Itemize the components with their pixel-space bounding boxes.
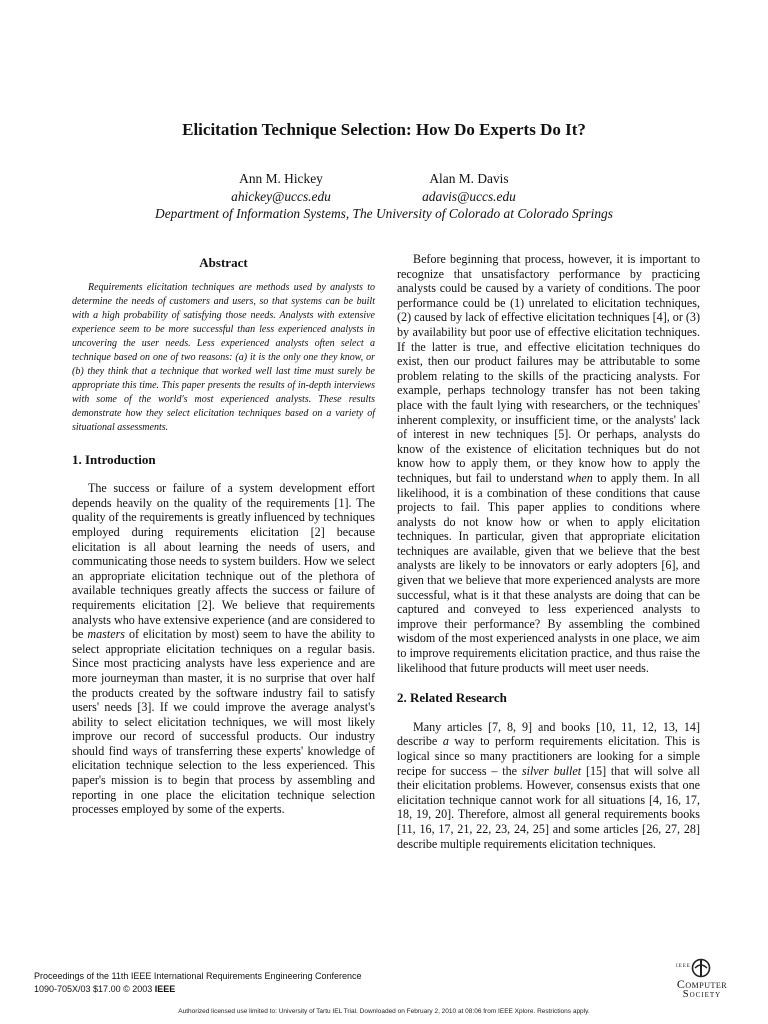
abstract-heading: Abstract xyxy=(199,255,248,270)
section-2-heading: 2. Related Research xyxy=(397,690,507,706)
intro-text-emphasis: masters xyxy=(87,627,126,642)
right-p1-text-b: to apply them. In all likelihood, it is a combination of these conditions that cause projects to fail. This paper applies to conditions where analysts do not know how or when to apply elicitation techniques. In particular, given that appropriate elicitation techniques are available, given that we believe that the best analysts are likely to be innovators or early adopters [6], and given that we believe that more experienced analysts are more successful, what is it that these analysts are doing that can be captured and conveyed to less experienced analysts to improve their performance? By assembling the combined wisdom of the most experienced analysts in one place, we aim to improve requirements elicitation practice, and thus raise the likelihood that future products will meet user needs. xyxy=(397,470,700,675)
computer-society-logo xyxy=(660,958,744,1002)
intro-text-b: of elicitation by most) seem to have the ability to select appropriate elicitation techniques on a regular basis. Since most practicing analysts have less experience and are more journeyman than master, it is no surprise that over half the products created by the software industry fail to satisfy users' needs [3]. If we could improve the average analyst's ability to select elicitation techniques, we will most likely improve our record of successful products. Our industry should find ways of transferring these experts' knowledge of elicitation technique selection to the less experienced. This paper's mission is to begin that process by assembling and reporting in one place the elicitation technique selection processes employed by some of the experts. xyxy=(72,627,375,817)
right-paragraph-1 xyxy=(397,252,700,675)
rr-text-a: Many articles [7, 8, 9] and books [10, 11, 12, 13, 14] describe xyxy=(397,719,700,749)
rr-emphasis-a: a xyxy=(442,734,449,749)
right-p1-emphasis: when xyxy=(567,470,593,485)
license-notice: Authorized licensed use limited to: University of Tartu IEL Trial. Downloaded on February 2, 2010 at 08:06 from IEEE Xplore. Restrictions apply. xyxy=(178,1008,590,1015)
author-2 xyxy=(359,170,579,206)
rr-text-b: way to perform requirements elicitation. This is logical since so many practitioners are looking for a simple recipe for success – the xyxy=(397,734,700,778)
left-column xyxy=(72,252,375,817)
copyright-line xyxy=(34,983,362,996)
rr-emphasis-silver-bullet: silver bullet xyxy=(521,763,582,778)
affiliation: Department of Information Systems, The University of Colorado at Colorado Springs xyxy=(155,206,613,221)
author-2-name: Alan M. Davis xyxy=(429,171,509,186)
intro-text-a: The success or failure of a system development effort depends heavily on the quality of the requirements [1]. The quality of the requirements is greatly influenced by techniques employed during requirements elicitation [2] because elicitation is all about learning the needs of users, and communicating those needs to system builders. How we select an appropriate elicitation technique out of the plethora of available techniques greatly affects the success or failure of requirements elicitation [2]. We believe that requirements analysts who have extensive experience (and are considered to be xyxy=(72,481,375,642)
logo-ieee-text: IEEE xyxy=(676,964,691,969)
related-research-paragraph xyxy=(397,720,700,851)
author-1-email: ahickey@uccs.edu xyxy=(231,189,331,204)
rr-text-c: [15] that will solve all their elicitation problems. However, consensus exists that one elicitation technique cannot work for all situations [4, 16, 17, 18, 19, 20]. Therefore, almost all general requirements books [11, 16, 17, 21, 22, 23, 24, 25] and some articles [26, 27, 28] describe multiple requirements elicitation techniques. xyxy=(397,763,700,851)
proceedings-line: Proceedings of the 11th IEEE International Requirements Engineering Conference xyxy=(34,971,362,981)
author-1 xyxy=(171,170,391,206)
author-1-name: Ann M. Hickey xyxy=(239,171,323,186)
ieee-mark: IEEE xyxy=(154,984,176,994)
society-emblem-icon xyxy=(690,958,712,978)
intro-paragraph xyxy=(72,481,375,817)
author-2-email: adavis@uccs.edu xyxy=(422,189,516,204)
logo-computer-text: Computer xyxy=(676,977,728,991)
abstract-text: Requirements elicitation techniques are methods used by analysts to determine the needs of customers and users, so that systems can be built with a high probability of satisfying those needs. Analysts with extensive experience seem to be more successful than less experienced analysts in uncovering the user needs. Less experienced analysts often select a technique based on one of two reasons: (a) it is the only one they know, or (b) they think that a technique that worked well last time must surely be appropriate this time. This paper presents the results of in-depth interviews with some of the world's most experienced analysts. These results demonstrate how they select elicitation techniques based on a variety of situational assessments. xyxy=(72,281,375,433)
right-column xyxy=(397,252,700,851)
paper-title: Elicitation Technique Selection: How Do Experts Do It? xyxy=(182,120,586,139)
section-1-heading: 1. Introduction xyxy=(72,451,156,467)
copyright-text: 1090-705X/03 $17.00 © 2003 xyxy=(34,984,155,994)
right-p1-text-a: Before beginning that process, however, it is important to recognize that unsatisfactory performance by practicing analysts could be caused by a variety of conditions. The poor performance could be (1) unrelated to elicitation techniques, (2) caused by lack of effective elicitation techniques [4], or (3) by availability but poor use of effective elicitation techniques. If the latter is true, and effective elicitation techniques do exist, then our product failures may be attributable to some problem relating to the skills of the practicing analysts. For example, perhaps technology transfer has not been taking place with the fault lying with researchers, or the techniques' inherent complexity, or insufficient time, or the analysts' lack of interest in new techniques [5]. Or perhaps, analysts do know of the existence of elicitation techniques but do not know how to apply them, or they know how to apply the techniques, but fail to understand xyxy=(397,252,700,485)
logo-society-text: Society xyxy=(682,989,722,1000)
proceedings-footer xyxy=(34,970,362,996)
